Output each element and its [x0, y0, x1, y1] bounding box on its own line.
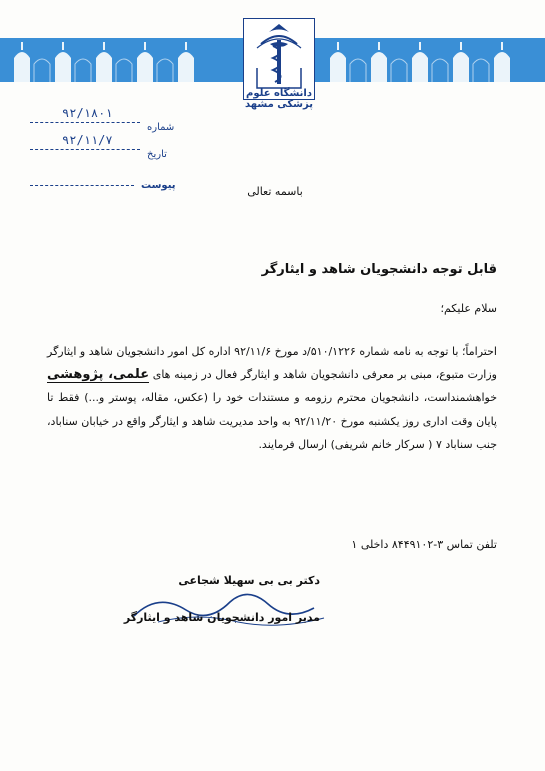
attachment-line: [30, 185, 134, 186]
date-value: ۹۲/۱۱/۷: [62, 133, 113, 147]
signatory-name: دکتر بی بی سهیلا شجاعی: [178, 574, 320, 587]
date-line: [30, 149, 140, 150]
attachment-label: پیوست: [141, 180, 176, 191]
recipient-heading: قابل توجه دانشجویان شاهد و ایثارگر: [261, 262, 497, 277]
number-label: شماره: [147, 122, 175, 133]
number-value: ۹۲/۱۸۰۱: [62, 106, 113, 120]
letter-body: [47, 340, 497, 456]
number-line: [30, 122, 140, 123]
university-name: دانشگاه علوم پزشکی مشهد: [245, 88, 313, 110]
body-part-2: خواهشمنداست، دانشجویان محترم رزومه و مستندات خود را (عکس، مقاله، پوستر و...) فقط تا پایان وقت اداری روز یکشنبه مورخ ۹۲/۱۱/۲۰ به واحد مدیریت شاهد و ایثارگر واقع در خیابان سناباد، جنب سناباد ۷ ( سرکار خانم شریفی) ارسال فرمایند.: [47, 391, 497, 451]
signatory-title: مدیر امور دانشجویان شاهد و ایثارگر: [123, 611, 320, 624]
body-part-1: احتراماً؛ با توجه به نامه شماره ۵۱۰/۱۲۲۶/د مورخ ۹۲/۱۱/۶ اداره کل امور دانشجویان شاهد و ایثارگر وزارت متبوع، مبنی بر معرفی دانشجویان شاهد و ایثارگر فعال در زمینه های: [47, 345, 497, 382]
greeting: سلام علیکم؛: [440, 302, 497, 315]
body-emphasis: علمی، پژوهشی: [47, 367, 150, 383]
invocation: باسمه تعالی: [247, 185, 303, 198]
date-label: تاریخ: [147, 149, 167, 160]
contact-phone: تلفن تماس ۳-۸۴۴۹۱۰۲ داخلی ۱: [351, 538, 497, 551]
